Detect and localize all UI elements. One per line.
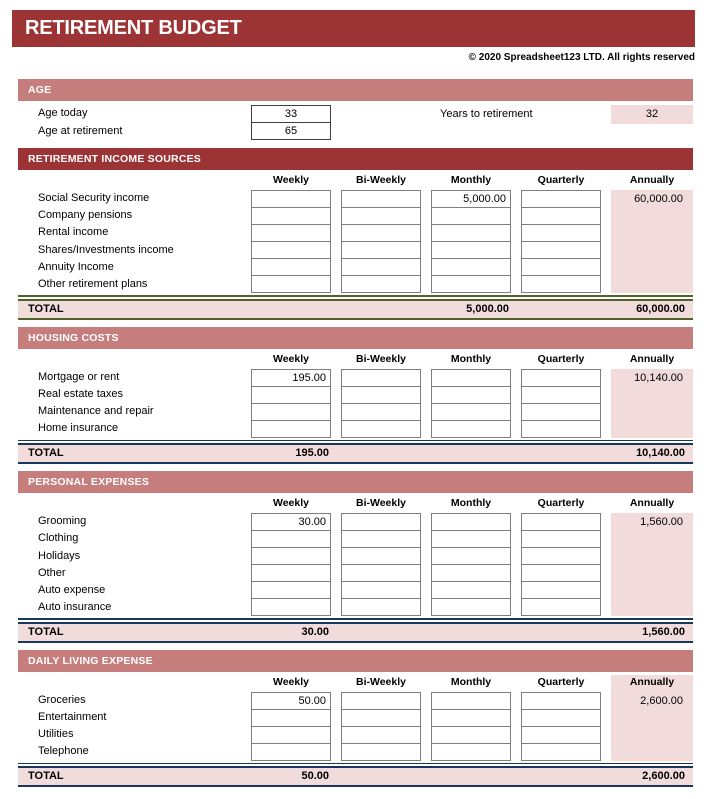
- input-cell[interactable]: [431, 581, 511, 599]
- column-header-spacer: [18, 675, 241, 689]
- input-cell[interactable]: 5,000.00: [431, 190, 511, 208]
- input-cell[interactable]: [251, 709, 331, 727]
- age-at-retirement-input[interactable]: 65: [251, 122, 331, 140]
- row-labels: [18, 190, 241, 293]
- input-cell[interactable]: [521, 275, 601, 293]
- row-label: Clothing: [38, 532, 79, 545]
- budget-sections: [18, 148, 693, 787]
- input-cell[interactable]: [341, 598, 421, 616]
- input-cell[interactable]: [251, 743, 331, 761]
- total-divider: [18, 618, 693, 620]
- input-cell[interactable]: [251, 420, 331, 438]
- input-cell[interactable]: [251, 547, 331, 565]
- column-header-quarterly: Quarterly: [537, 174, 585, 186]
- row-labels: [18, 513, 241, 616]
- input-cell[interactable]: [341, 275, 421, 293]
- total-row: [18, 443, 693, 464]
- input-cell[interactable]: [251, 386, 331, 404]
- input-cell[interactable]: [341, 581, 421, 599]
- input-cell[interactable]: [251, 275, 331, 293]
- column-headers: [18, 352, 693, 366]
- total-weekly-value: [251, 301, 331, 318]
- total-row: [18, 766, 693, 787]
- total-divider: [18, 440, 693, 442]
- row-label: Rental income: [38, 226, 109, 239]
- annual-column: [611, 369, 693, 438]
- total-row: [18, 622, 693, 643]
- column-header-annually: Annually: [629, 352, 675, 365]
- input-cell[interactable]: [431, 530, 511, 548]
- column-header-annually: Annually: [629, 174, 675, 186]
- row-label: Mortgage or rent: [38, 370, 120, 383]
- input-cell[interactable]: [521, 403, 601, 421]
- total-weekly-value: 30.00: [301, 625, 329, 638]
- input-cell[interactable]: [521, 564, 601, 582]
- input-cell[interactable]: [521, 530, 601, 548]
- row-label: Entertainment: [38, 710, 107, 723]
- input-cell[interactable]: [251, 403, 331, 421]
- section-housing: [18, 327, 693, 465]
- section-daily: [18, 650, 693, 788]
- row-label: Utilities: [38, 728, 74, 741]
- column-headers: [18, 496, 693, 510]
- weekly-column: [251, 190, 331, 293]
- biweekly-column: [341, 513, 421, 616]
- input-cell[interactable]: [431, 547, 511, 565]
- section-header-housing: HOUSING COSTS: [18, 327, 693, 349]
- input-cell[interactable]: [521, 420, 601, 438]
- row-label: Holidays: [38, 549, 81, 562]
- column-header-quarterly: Quarterly: [537, 497, 585, 510]
- input-cell[interactable]: [341, 190, 421, 208]
- input-cell[interactable]: [431, 369, 511, 387]
- column-headers: [18, 675, 693, 689]
- total-label: TOTAL: [28, 447, 64, 460]
- total-row: [18, 299, 693, 320]
- row-label: Home insurance: [38, 422, 119, 435]
- input-cell[interactable]: [521, 547, 601, 565]
- input-cell[interactable]: [431, 709, 511, 727]
- age-today-label: Age today: [38, 107, 88, 119]
- input-cell[interactable]: [521, 743, 601, 761]
- input-cell[interactable]: [341, 369, 421, 387]
- column-header-monthly: Monthly: [450, 352, 492, 365]
- input-cell[interactable]: [251, 190, 331, 208]
- total-monthly-value: 5,000.00: [466, 302, 509, 315]
- annual-column: [611, 692, 693, 761]
- input-cell[interactable]: [251, 530, 331, 548]
- column-header-biweekly: Bi-Weekly: [356, 174, 406, 186]
- total-weekly-value: 195.00: [295, 447, 329, 460]
- input-cell[interactable]: [341, 403, 421, 421]
- input-cell[interactable]: [341, 709, 421, 727]
- input-cell[interactable]: [521, 386, 601, 404]
- total-monthly-value: [431, 768, 511, 785]
- row-labels: [18, 369, 241, 438]
- section-header-personal: PERSONAL EXPENSES: [18, 471, 693, 493]
- input-cell[interactable]: [341, 258, 421, 276]
- weekly-column: [251, 369, 331, 438]
- age-section: [18, 79, 693, 141]
- column-header-annually: Annually: [611, 675, 693, 689]
- column-headers: [18, 173, 693, 187]
- input-cell[interactable]: [431, 241, 511, 259]
- row-label: Grooming: [38, 515, 87, 528]
- age-rows: [18, 105, 693, 141]
- input-cell[interactable]: 50.00: [251, 692, 331, 710]
- years-to-retirement-label: Years to retirement: [440, 108, 533, 120]
- input-cell[interactable]: [431, 743, 511, 761]
- input-cell[interactable]: [431, 598, 511, 616]
- row-label: Real estate taxes: [38, 387, 123, 400]
- total-annual-value: 2,600.00: [642, 770, 685, 783]
- column-header-monthly: Monthly: [450, 174, 492, 186]
- row-label: Groceries: [38, 693, 86, 706]
- input-cell[interactable]: [251, 564, 331, 582]
- total-label: TOTAL: [28, 770, 64, 783]
- budget-sheet: [18, 79, 693, 787]
- total-monthly-value: [431, 624, 511, 641]
- input-cell[interactable]: [431, 564, 511, 582]
- section-body: [18, 692, 693, 761]
- annual-column: [611, 513, 693, 616]
- row-label: Telephone: [38, 745, 89, 758]
- section-header-income: RETIREMENT INCOME SOURCES: [18, 148, 693, 170]
- section-body: [18, 513, 693, 616]
- input-cell[interactable]: [521, 709, 601, 727]
- input-cell[interactable]: [431, 207, 511, 225]
- column-header-spacer: [18, 496, 241, 510]
- input-cell[interactable]: [431, 258, 511, 276]
- column-header-spacer: [18, 173, 241, 187]
- input-cell[interactable]: [251, 224, 331, 242]
- input-cell[interactable]: [251, 258, 331, 276]
- input-cell[interactable]: [431, 224, 511, 242]
- total-annual-value: 1,560.00: [642, 625, 685, 638]
- row-label: Maintenance and repair: [38, 405, 154, 417]
- monthly-column: [431, 369, 511, 438]
- row-label: Shares/Investments income: [38, 243, 174, 256]
- input-cell[interactable]: [521, 190, 601, 208]
- input-cell[interactable]: [521, 692, 601, 710]
- column-header-weekly: Weekly: [273, 174, 309, 186]
- quarterly-column: [521, 190, 601, 293]
- section-income: [18, 148, 693, 320]
- input-cell[interactable]: [341, 530, 421, 548]
- biweekly-column: [341, 190, 421, 293]
- input-cell[interactable]: [341, 386, 421, 404]
- row-label: Other: [38, 566, 66, 579]
- total-weekly-value: 50.00: [301, 770, 329, 783]
- input-cell[interactable]: [341, 241, 421, 259]
- column-header-weekly: Weekly: [273, 675, 309, 688]
- monthly-column: [431, 692, 511, 761]
- column-header-monthly: Monthly: [450, 497, 492, 510]
- row-label: Annuity Income: [38, 260, 114, 273]
- input-cell[interactable]: [521, 513, 601, 531]
- weekly-column: [251, 692, 331, 761]
- total-label: TOTAL: [28, 625, 64, 638]
- input-cell[interactable]: [521, 224, 601, 242]
- monthly-column: [431, 513, 511, 616]
- input-cell[interactable]: [521, 598, 601, 616]
- input-cell[interactable]: [521, 581, 601, 599]
- annual-value-cell: 60,000.00: [634, 193, 683, 205]
- page-title: RETIREMENT BUDGET: [12, 10, 695, 47]
- input-cell[interactable]: [341, 726, 421, 744]
- age-at-retirement-label: Age at retirement: [38, 125, 123, 137]
- column-header-annually: Annually: [629, 497, 675, 510]
- biweekly-column: [341, 369, 421, 438]
- input-cell[interactable]: [431, 420, 511, 438]
- age-section-header: AGE: [18, 79, 693, 101]
- row-labels: [18, 692, 241, 761]
- column-header-spacer: [18, 352, 241, 366]
- quarterly-column: [521, 692, 601, 761]
- copyright-text: © 2020 Spreadsheet123 LTD. All rights reserved: [468, 52, 695, 63]
- row-label: Social Security income: [38, 192, 150, 204]
- column-header-monthly: Monthly: [450, 675, 492, 688]
- total-divider: [18, 295, 693, 297]
- row-label: Other retirement plans: [38, 277, 148, 290]
- input-cell[interactable]: [251, 726, 331, 744]
- input-cell[interactable]: [521, 726, 601, 744]
- column-header-biweekly: Bi-Weekly: [356, 675, 406, 688]
- annual-value-cell: 10,140.00: [634, 371, 683, 384]
- input-cell[interactable]: [341, 420, 421, 438]
- input-cell[interactable]: [251, 207, 331, 225]
- input-cell[interactable]: [341, 692, 421, 710]
- input-cell[interactable]: [521, 207, 601, 225]
- input-cell[interactable]: 30.00: [251, 513, 331, 531]
- column-header-weekly: Weekly: [273, 497, 309, 510]
- input-cell[interactable]: [431, 726, 511, 744]
- annual-value-cell: 2,600.00: [640, 694, 683, 707]
- column-header-weekly: Weekly: [273, 352, 309, 365]
- total-annual-value: 60,000.00: [636, 302, 685, 315]
- input-cell[interactable]: [431, 403, 511, 421]
- input-cell[interactable]: [431, 692, 511, 710]
- biweekly-column: [341, 692, 421, 761]
- section-header-daily: DAILY LIVING EXPENSE: [18, 650, 693, 672]
- input-cell[interactable]: [341, 547, 421, 565]
- input-cell[interactable]: 195.00: [251, 369, 331, 387]
- section-personal: [18, 471, 693, 643]
- row-label: Auto insurance: [38, 601, 112, 614]
- total-divider: [18, 763, 693, 765]
- input-cell[interactable]: [341, 513, 421, 531]
- input-cell[interactable]: [431, 386, 511, 404]
- annual-value-cell: 1,560.00: [640, 516, 683, 529]
- input-cell[interactable]: [521, 369, 601, 387]
- row-label: Auto expense: [38, 583, 106, 596]
- input-cell[interactable]: [251, 581, 331, 599]
- input-cell[interactable]: [341, 224, 421, 242]
- total-monthly-value: [431, 445, 511, 462]
- input-cell[interactable]: [431, 513, 511, 531]
- annual-column: [611, 190, 693, 293]
- input-cell[interactable]: [251, 241, 331, 259]
- total-annual-value: 10,140.00: [636, 447, 685, 460]
- weekly-column: [251, 513, 331, 616]
- years-to-retirement-value: 32: [611, 105, 693, 124]
- section-body: [18, 190, 693, 293]
- monthly-column: [431, 190, 511, 293]
- input-cell[interactable]: [341, 743, 421, 761]
- input-cell[interactable]: [341, 207, 421, 225]
- total-label: TOTAL: [28, 302, 64, 315]
- input-cell[interactable]: [251, 598, 331, 616]
- input-cell[interactable]: [341, 564, 421, 582]
- column-header-quarterly: Quarterly: [537, 352, 585, 365]
- quarterly-column: [521, 369, 601, 438]
- column-header-biweekly: Bi-Weekly: [356, 352, 406, 365]
- input-cell[interactable]: [431, 275, 511, 293]
- input-cell[interactable]: [521, 241, 601, 259]
- input-cell[interactable]: [521, 258, 601, 276]
- age-today-input[interactable]: 33: [251, 105, 331, 123]
- column-header-quarterly: Quarterly: [537, 675, 585, 688]
- column-header-biweekly: Bi-Weekly: [356, 497, 406, 510]
- quarterly-column: [521, 513, 601, 616]
- section-body: [18, 369, 693, 438]
- row-label: Company pensions: [38, 209, 133, 222]
